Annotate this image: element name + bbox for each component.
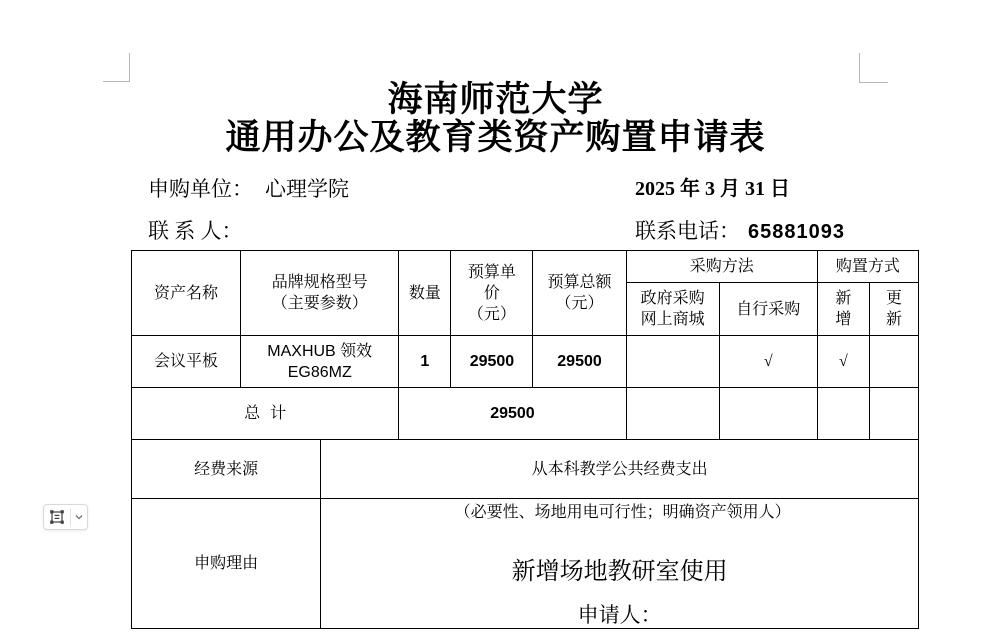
reason-content-cell [321, 499, 919, 629]
contact-label: 联 系 人： [148, 219, 243, 243]
table-select-button[interactable] [44, 505, 70, 529]
cell-asset-name: 会议平板 [132, 336, 241, 388]
cell-budget-total: 29500 [533, 336, 626, 388]
funding-row [132, 440, 919, 499]
total-gov-mall [626, 388, 719, 440]
header-self-procurement: 自行采购 [719, 283, 817, 336]
total-self-procurement [719, 388, 817, 440]
reason-label: 申购理由 [132, 499, 321, 629]
unit-value: 心理学院 [265, 177, 349, 201]
cell-brand: MAXHUB 领效 EG86MZ [241, 336, 399, 388]
phone-value: 65881093 [748, 221, 845, 243]
title-line-2: 通用办公及教育类资产购置申请表 [225, 118, 766, 157]
total-add-new [817, 388, 869, 440]
phone-field [635, 218, 845, 245]
applicant-label: 申请人： [577, 603, 662, 627]
header-acquisition-mode: 购置方式 [817, 251, 918, 283]
reason-row [132, 499, 919, 629]
asset-data-row [132, 336, 919, 388]
phone-label: 联系电话： [635, 219, 740, 243]
header-brand: 品牌规格型号 （主要参数） [241, 251, 399, 336]
unit-label: 申购单位： [148, 177, 253, 201]
asset-application-table [131, 250, 919, 629]
cell-unit-price: 29500 [451, 336, 533, 388]
header-asset-name: 资产名称 [132, 251, 241, 336]
info-line-2 [0, 218, 991, 244]
total-amount: 29500 [399, 388, 626, 440]
header-add-new: 新 增 [817, 283, 869, 336]
cell-update [869, 336, 918, 388]
date-text: 2025 年 3 月 31 日 [635, 178, 790, 200]
margin-mark-top-right [859, 53, 888, 83]
info-line-1 [0, 176, 991, 202]
total-update [869, 388, 918, 440]
header-quantity: 数量 [399, 251, 451, 336]
chevron-down-button[interactable] [71, 505, 87, 529]
reason-note: （必要性、场地用电可行性；明确资产领用人） [454, 504, 791, 521]
table-select-widget[interactable] [43, 504, 88, 530]
header-procurement-method: 采购方法 [626, 251, 817, 283]
chevron-down-icon [74, 512, 84, 522]
total-row [132, 388, 919, 440]
unit-field [148, 176, 349, 202]
funding-label: 经费来源 [132, 440, 321, 499]
document-title [0, 81, 991, 157]
table-select-icon [49, 509, 65, 525]
header-unit-price: 预算单 价 （元） [451, 251, 533, 336]
title-line-1: 海南师范大学 [387, 80, 604, 119]
header-gov-mall: 政府采购 网上商城 [626, 283, 719, 336]
cell-quantity: 1 [399, 336, 451, 388]
total-label: 总计 [132, 388, 399, 440]
self-procurement-checkmark: √ [719, 336, 817, 388]
margin-mark-top-left [103, 53, 130, 82]
header-update: 更 新 [869, 283, 918, 336]
funding-value: 从本科教学公共经费支出 [321, 440, 919, 499]
reason-usage-text: 新增场地教研室使用 [511, 559, 728, 585]
cell-gov-mall [626, 336, 719, 388]
add-new-checkmark: √ [817, 336, 869, 388]
header-budget-total: 预算总额 （元） [533, 251, 626, 336]
